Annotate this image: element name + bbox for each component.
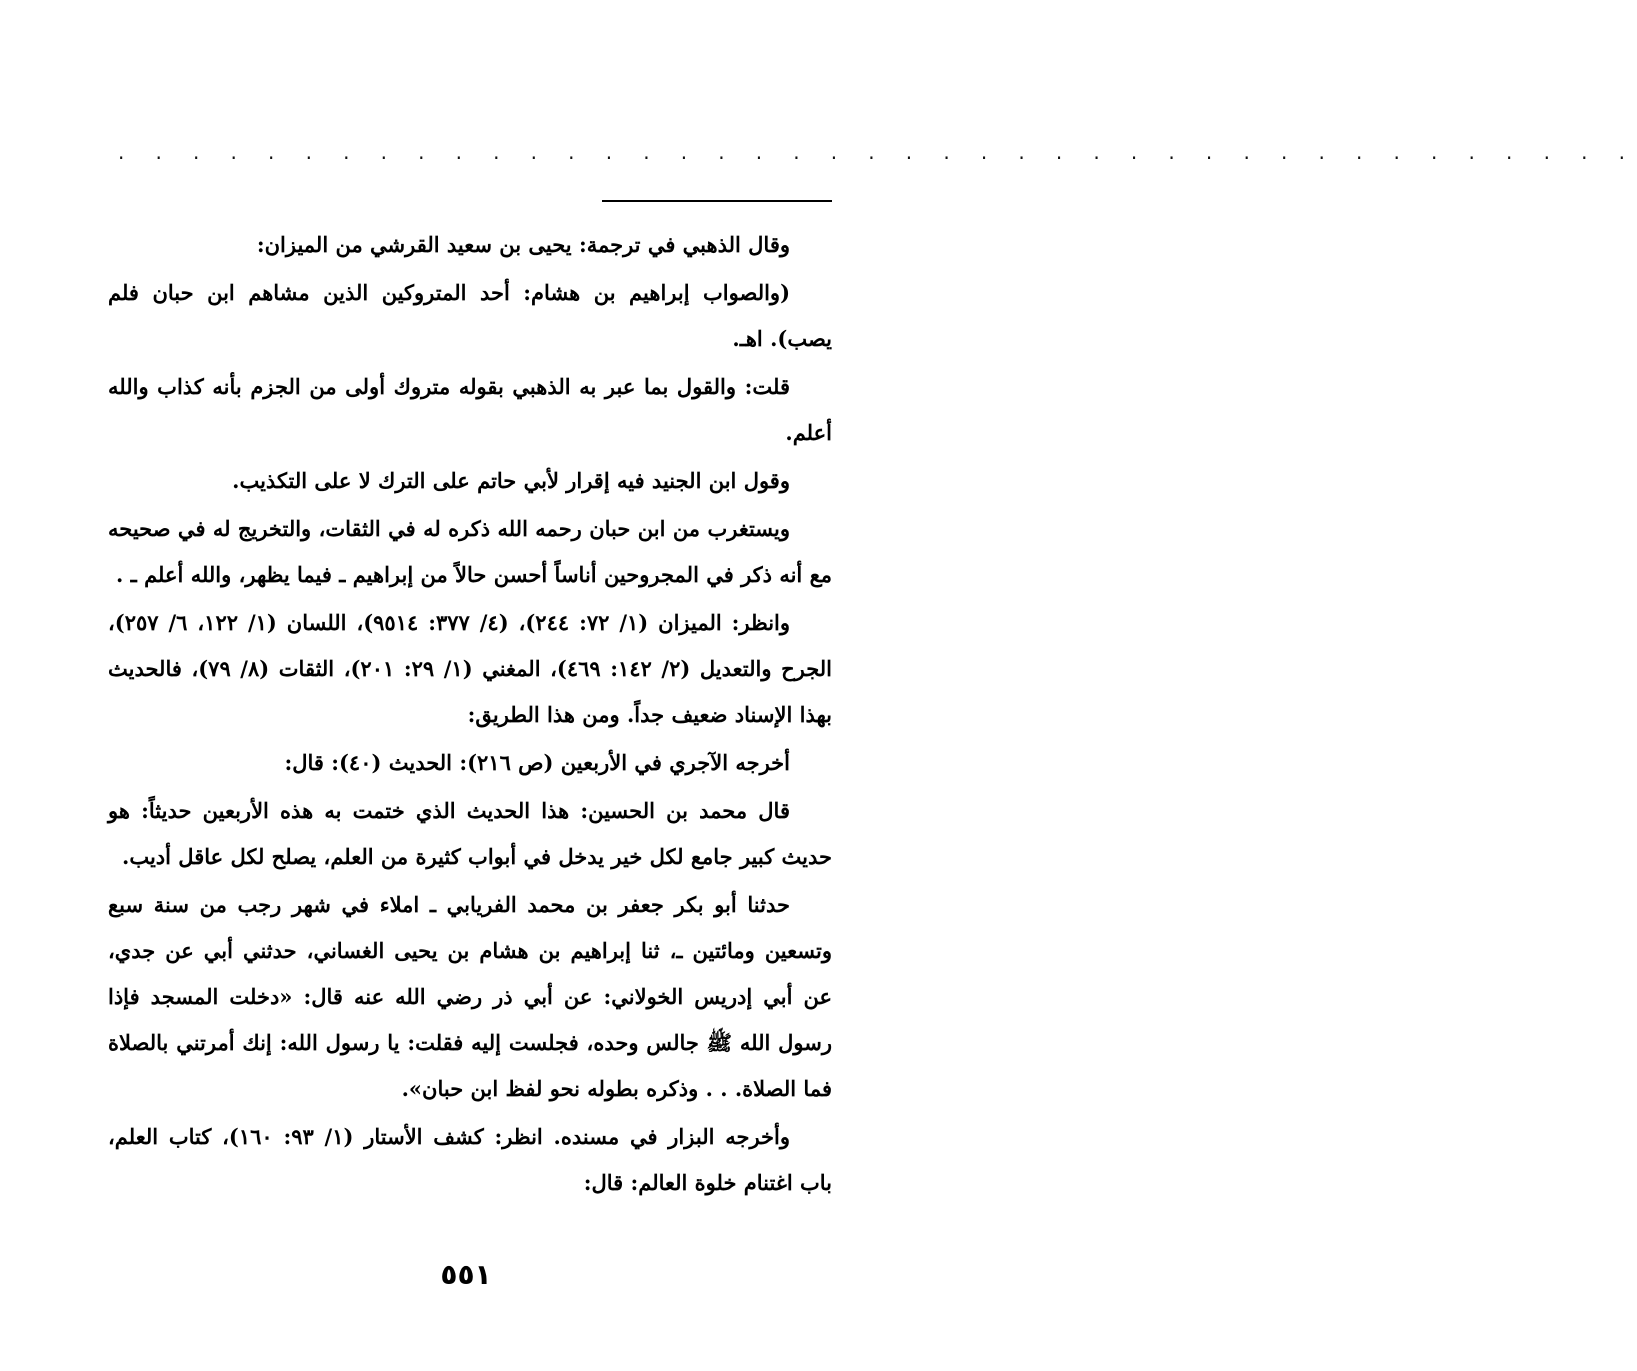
page-number: ٥٥١ bbox=[440, 1258, 492, 1291]
paragraph: قلت: والقول بما عبر به الذهبي بقوله متروك أولى من الجزم بأنه كذاب والله أعلم. bbox=[108, 374, 832, 445]
paragraph: وانظر: الميزان (١/ ٧٢: ٢٤٤)، (٤/ ٣٧٧: ٩٥١٤)، اللسان (١/ ١٢٢، ٦/ ٢٥٧)، الجرح والتعديل (٢/ ١٤٢: ٤٦٩)، المغني (١/ ٢٩: ٢٠١)، الثقات (٨/ ٧٩)، فالحديث بهذا الإسناد ضعيف جداً. ومن هذا الطريق: bbox=[108, 610, 832, 727]
paragraph: (والصواب إبراهيم بن هشام: أحد المتروكين الذين مشاهم ابن حبان فلم يصب). اهـ. bbox=[108, 280, 832, 351]
paragraph: قال محمد بن الحسين: هذا الحديث الذي ختمت به هذه الأربعين حديثاً: هو حديث كبير جامع لكل خير يدخل في أبواب كثيرة من العلم، يصلح لكل عاقل أديب. bbox=[108, 798, 832, 869]
separator-dots: . . . . . . . . . . . . . . . . . . . . . . . . . . . . . . . . . . . . . . . . . bbox=[118, 140, 1637, 164]
footnote-rule bbox=[602, 200, 832, 202]
page-body bbox=[108, 222, 832, 1208]
paragraph: حدثنا أبو بكر جعفر بن محمد الفريابي ـ املاء في شهر رجب من سنة سبع وتسعين ومائتين ـ، ثنا إبراهيم بن هشام بن يحيى الغساني، حدثني أبي عن جدي، عن أبي إدريس الخولاني: عن أبي ذر رضي الله عنه قال: «دخلت المسجد فإذا رسول الله ﷺ جالس وحده، فجلست إليه فقلت: يا رسول الله: إنك أمرتني بالصلاة فما الصلاة. . . وذكره بطوله نحو لفظ ابن حبان». bbox=[108, 892, 832, 1101]
paragraph: وقال الذهبي في ترجمة: يحيى بن سعيد القرشي من الميزان: bbox=[256, 232, 790, 257]
paragraph: وأخرجه البزار في مسنده. انظر: كشف الأستار (١/ ٩٣: ١٦٠)، كتاب العلم، باب اغتنام خلوة العالم: قال: bbox=[108, 1124, 832, 1195]
paragraph: وقول ابن الجنيد فيه إقرار لأبي حاتم على الترك لا على التكذيب. bbox=[232, 468, 790, 493]
paragraph: ويستغرب من ابن حبان رحمه الله ذكره له في الثقات، والتخريج له في صحيحه مع أنه ذكر في المجروحين أناساً أحسن حالاً من إبراهيم ـ فيما يظهر، والله أعلم ـ . bbox=[108, 516, 832, 587]
paragraph: أخرجه الآجري في الأربعين (ص ٢١٦): الحديث (٤٠): قال: bbox=[284, 750, 790, 775]
